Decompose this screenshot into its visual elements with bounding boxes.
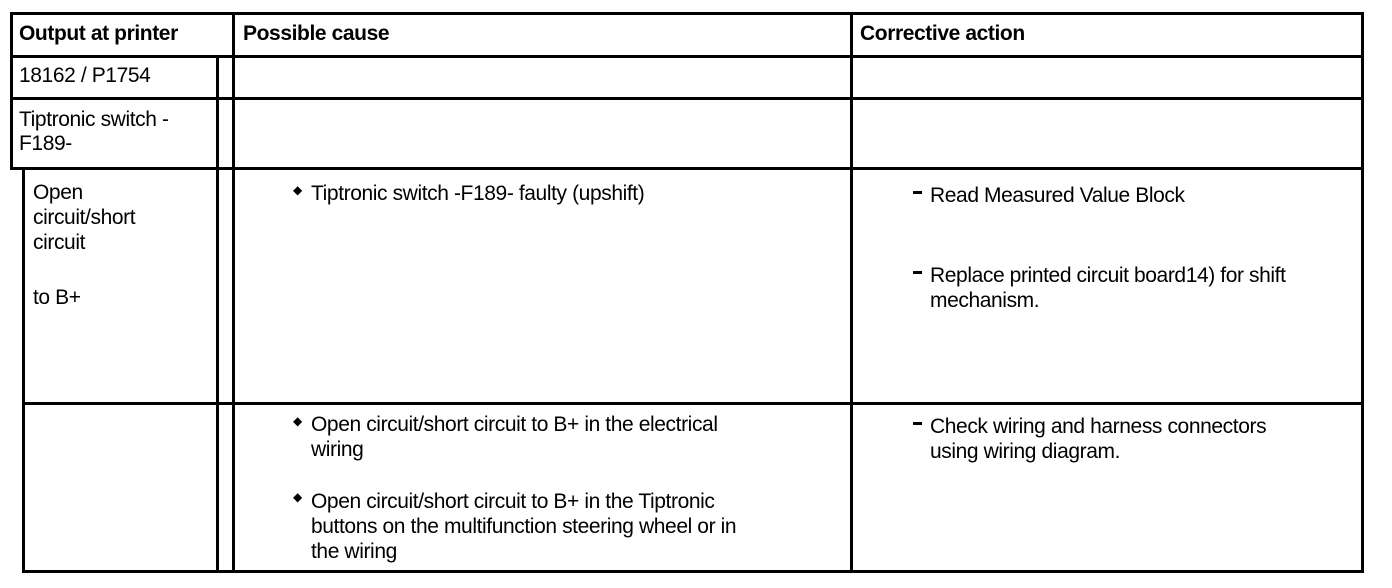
rule-right xyxy=(1361,12,1364,573)
rule-below-header xyxy=(10,55,1364,58)
fault2-cause2-line3: the wiring xyxy=(311,540,397,563)
rule-bottom xyxy=(22,570,1364,573)
fault2-action1-line1: Check wiring and harness connectors xyxy=(930,415,1267,438)
rule-col2-right xyxy=(850,12,853,573)
header-corrective-action: Corrective action xyxy=(860,22,1025,45)
fault1-output-line2: circuit/short xyxy=(33,206,136,229)
fault2-cause2-line1: Open circuit/short circuit to B+ in the Tiptronic xyxy=(311,490,715,513)
header-possible-cause: Possible cause xyxy=(243,22,390,45)
bullet-icon: ◆ xyxy=(293,490,303,504)
fault1-output-line3: circuit xyxy=(33,231,86,254)
fault1-cause1-line1: Tiptronic switch -F189- faulty (upshift) xyxy=(311,182,645,205)
rule-below-code xyxy=(10,97,1364,100)
rule-top xyxy=(10,12,1364,15)
dash-icon xyxy=(913,191,922,194)
fault2-cause1-line1: Open circuit/short circuit to B+ in the electrical xyxy=(311,413,718,436)
rule-col2-left xyxy=(232,12,235,573)
component-name-line1: Tiptronic switch - xyxy=(19,108,169,131)
rule-left-inner xyxy=(22,167,25,573)
rule-below-component xyxy=(10,167,1364,170)
rule-left-outer xyxy=(10,12,13,170)
dash-icon xyxy=(913,271,922,274)
fault1-action1-line1: Read Measured Value Block xyxy=(930,184,1185,207)
rule-below-fault1 xyxy=(22,402,1364,405)
bullet-icon: ◆ xyxy=(293,414,303,428)
fault1-output-line4: to B+ xyxy=(33,286,81,309)
header-output-at-printer: Output at printer xyxy=(19,22,178,45)
fault2-cause2-line2: buttons on the multifunction steering wheel or in xyxy=(311,515,737,538)
component-name-line2: F189- xyxy=(19,132,72,155)
fault2-action1-line2: using wiring diagram. xyxy=(930,440,1121,463)
fault-code: 18162 / P1754 xyxy=(19,64,151,87)
fault1-action2-line1: Replace printed circuit board14) for shift xyxy=(930,264,1286,287)
rule-col1-right xyxy=(216,55,219,573)
bullet-icon: ◆ xyxy=(293,183,303,197)
fault1-output-line1: Open xyxy=(33,181,83,204)
fault2-cause1-line2: wiring xyxy=(311,438,364,461)
dash-icon xyxy=(913,422,922,425)
fault1-action2-line2: mechanism. xyxy=(930,289,1040,312)
